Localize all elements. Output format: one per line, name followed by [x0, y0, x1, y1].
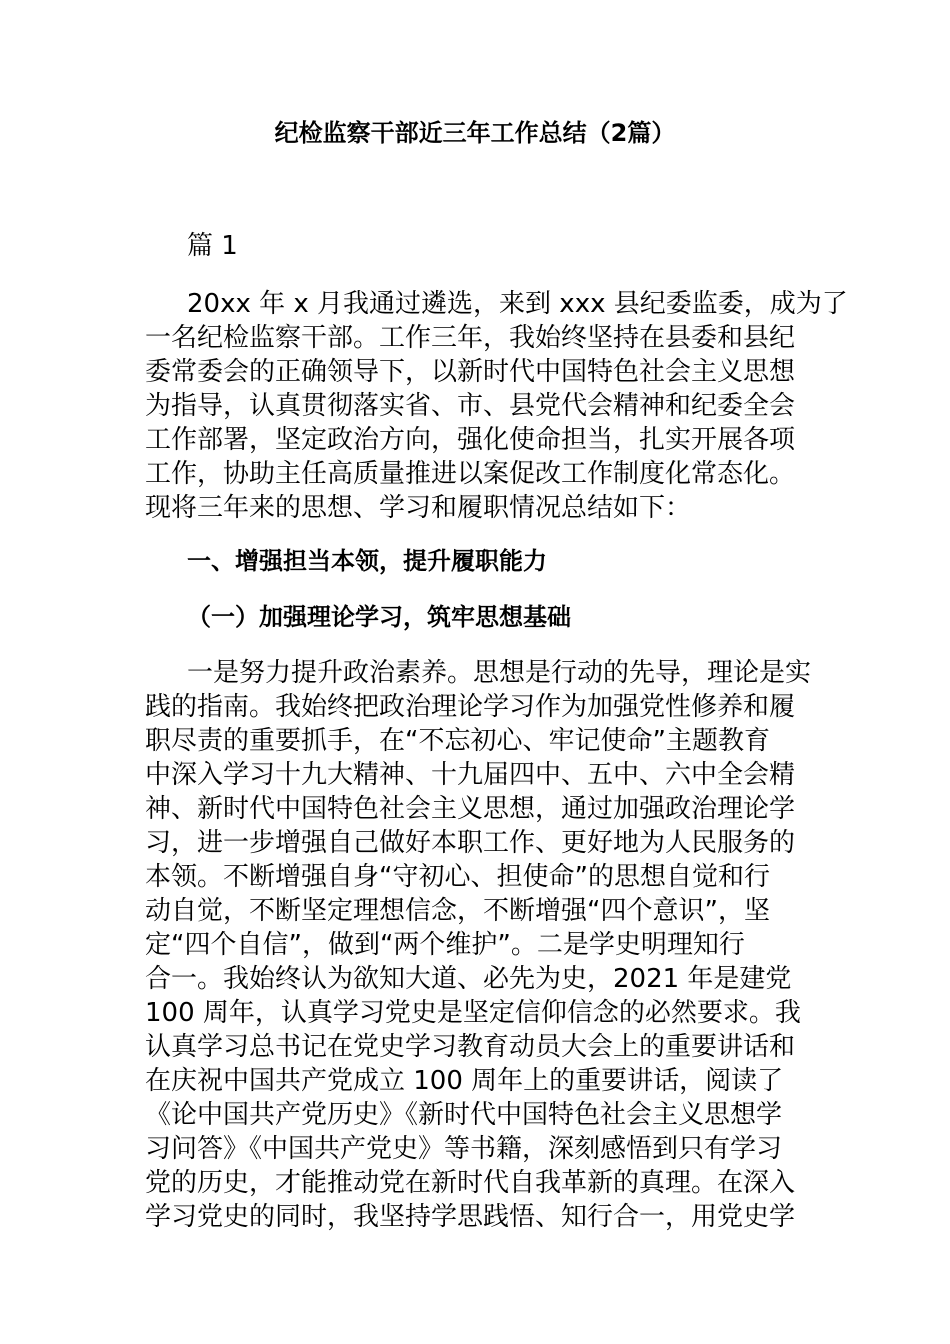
- document-title: 纪检监察干部近三年工作总结（2篇）: [274, 119, 676, 147]
- body-line: 践的指南。我始终把政治理论学习作为加强党性修养和履: [145, 692, 796, 722]
- intro-line: 委常委会的正确领导下，以新时代中国特色社会主义思想: [145, 357, 796, 387]
- intro-line: 为指导，认真贯彻落实省、市、县党代会精神和纪委全会: [145, 391, 796, 421]
- body-line: 认真学习总书记在党史学习教育动员大会上的重要讲话和: [145, 1032, 796, 1062]
- section-label: 篇 1: [187, 231, 238, 261]
- heading-level-1: 一、增强担当本领，提升履职能力: [187, 547, 547, 575]
- intro-line: 现将三年来的思想、学习和履职情况总结如下：: [145, 493, 692, 523]
- body-line: 《论中国共产党历史》《新时代中国特色社会主义思想学: [145, 1100, 783, 1130]
- body-line: 学习党史的同时，我坚持学思践悟、知行合一，用党史学: [145, 1202, 796, 1232]
- intro-line: 工作，协助主任高质量推进以案促改工作制度化常态化。: [145, 459, 796, 489]
- body-line: 合一。我始终认为欲知大道、必先为史，2021 年是建党: [145, 964, 792, 994]
- intro-line: 工作部署，坚定政治方向，强化使命担当，扎实开展各项: [145, 425, 796, 455]
- heading-level-2: （一）加强理论学习，筑牢思想基础: [187, 603, 571, 631]
- body-line: 党的历史，才能推动党在新时代自我革新的真理。在深入: [145, 1168, 796, 1198]
- intro-line: 一名纪检监察干部。工作三年，我始终坚持在县委和县纪: [145, 323, 796, 353]
- intro-line: 20xx 年 x 月我通过遴选，来到 xxx 县纪委监委，成为了: [187, 289, 848, 319]
- body-line: 一是努力提升政治素养。思想是行动的先导，理论是实: [187, 658, 812, 688]
- body-line: 习问答》《中国共产党史》等书籍，深刻感悟到只有学习: [145, 1134, 783, 1164]
- body-line: 习，进一步增强自己做好本职工作、更好地为人民服务的: [145, 828, 796, 858]
- body-line: 本领。不断增强自身“守初心、担使命”的思想自觉和行: [145, 862, 770, 892]
- body-line: 职尽责的重要抓手，在“不忘初心、牢记使命”主题教育: [145, 726, 770, 756]
- body-line: 在庆祝中国共产党成立 100 周年上的重要讲话，阅读了: [145, 1066, 784, 1096]
- body-line: 100 周年，认真学习党史是坚定信仰信念的必然要求。我: [145, 998, 801, 1028]
- body-line: 定“四个自信”，做到“两个维护”。二是学史明理知行: [145, 930, 745, 960]
- body-line: 动自觉，不断坚定理想信念，不断增强“四个意识”，坚: [145, 896, 770, 926]
- body-line: 神、新时代中国特色社会主义思想，通过加强政治理论学: [145, 794, 796, 824]
- body-line: 中深入学习十九大精神、十九届四中、五中、六中全会精: [145, 760, 796, 790]
